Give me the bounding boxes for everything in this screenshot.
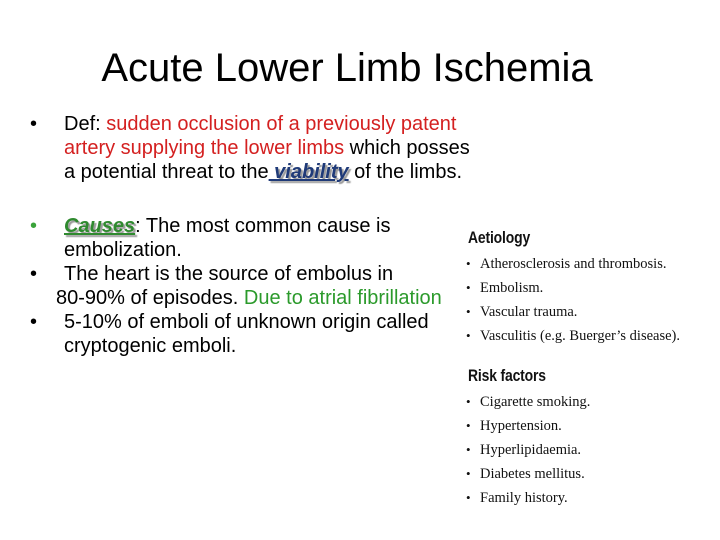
bullet-definition <box>30 112 470 184</box>
bullet-dot: • <box>30 215 38 237</box>
heart-line2: 80-90% of episodes. <box>56 287 244 309</box>
risk-item: • Cigarette smoking. <box>464 390 694 414</box>
aetiology-risk-panel <box>464 228 694 522</box>
heart-line1: The heart is the source of embolus in <box>64 263 394 285</box>
risk-item: • Hypertension. <box>464 414 694 438</box>
bullet-dot: • <box>30 311 38 333</box>
causes-highlight: Causes <box>64 215 136 237</box>
risk-factors-list <box>464 390 694 510</box>
bullet-causes <box>30 214 470 262</box>
bullet-dot: • <box>30 263 38 285</box>
aetiology-item: • Vascular trauma. <box>464 300 694 324</box>
def-text-end: of the limbs. <box>348 161 463 183</box>
bullet-heart <box>30 262 470 310</box>
risk-item: • Family history. <box>464 486 694 510</box>
bullet-cryptogenic <box>30 310 470 358</box>
aetiology-item: • Embolism. <box>464 276 694 300</box>
bullet-list <box>30 112 470 358</box>
bullet-dot: • <box>30 113 38 135</box>
aetiology-list <box>464 252 694 348</box>
viability-highlight: viability <box>268 161 349 183</box>
slide-title: Acute Lower Limb Ischemia <box>101 46 593 90</box>
aetiology-heading: Aetiology <box>468 228 531 247</box>
risk-item: • Diabetes mellitus. <box>464 462 694 486</box>
causes-text: : The most common cause is embolization. <box>64 215 391 261</box>
aetiology-item: • Vasculitis (e.g. Buerger’s disease). <box>464 324 694 348</box>
def-text-after: which posses a potential threat to the <box>64 137 470 183</box>
heart-green-text: Due to atrial fibrillation <box>243 287 442 309</box>
risk-item: • Hyperlipidaemia. <box>464 438 694 462</box>
aetiology-item: • Atherosclerosis and thrombosis. <box>464 252 694 276</box>
def-label: Def: <box>64 113 107 135</box>
risk-factors-heading: Risk factors <box>468 366 546 385</box>
cryptogenic-text: 5-10% of emboli of unknown origin called cryptogenic emboli. <box>64 311 429 357</box>
def-red-text: sudden occlusion of a previously patent artery supplying the lower limbs <box>64 113 457 159</box>
